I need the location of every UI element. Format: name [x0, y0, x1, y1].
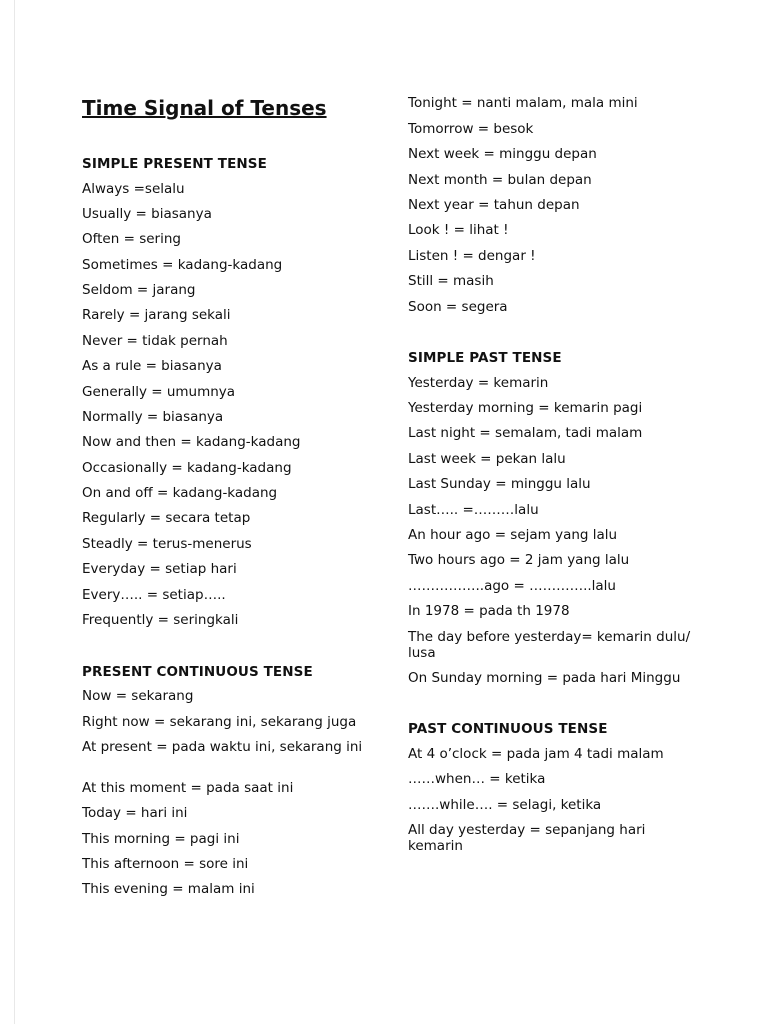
list-item: Soon = segera: [408, 299, 508, 315]
list-item: Last night = semalam, tadi malam: [408, 425, 643, 441]
list-item: Occasionally = kadang-kadang: [82, 460, 292, 476]
section-heading-simple-past: SIMPLE PAST TENSE: [408, 350, 562, 366]
list-item: Frequently = seringkali: [82, 612, 239, 628]
list-item: Tonight = nanti malam, mala mini: [408, 95, 638, 111]
list-item: On and off = kadang-kadang: [82, 485, 278, 501]
list-item: On Sunday morning = pada hari Minggu: [408, 670, 681, 686]
list-item: Generally = umumnya: [82, 384, 236, 400]
list-item: All day yesterday = sepanjang hari kemarin: [408, 822, 646, 854]
list-item: This afternoon = sore ini: [82, 856, 249, 872]
list-item: An hour ago = sejam yang lalu: [408, 527, 618, 543]
list-item: Always =selalu: [82, 181, 185, 197]
list-item: Two hours ago = 2 jam yang lalu: [408, 552, 630, 568]
document-title: Time Signal of Tenses: [82, 96, 327, 120]
list-item: Right now = sekarang ini, sekarang juga: [82, 714, 357, 730]
list-item: Now = sekarang: [82, 688, 194, 704]
list-item: In 1978 = pada th 1978: [408, 603, 570, 619]
list-item: Tomorrow = besok: [408, 121, 534, 137]
list-item: Often = sering: [82, 231, 181, 247]
list-item: Next year = tahun depan: [408, 197, 580, 213]
list-item: Yesterday morning = kemarin pagi: [408, 400, 643, 416]
list-item: Listen ! = dengar !: [408, 248, 536, 264]
list-item: The day before yesterday= kemarin dulu/ lusa: [408, 629, 691, 661]
list-item: Next month = bulan depan: [408, 172, 592, 188]
list-item: ……………..ago = …………..lalu: [408, 578, 616, 594]
list-item: Look ! = lihat !: [408, 222, 509, 238]
list-item: Regularly = secara tetap: [82, 510, 251, 526]
list-item: Seldom = jarang: [82, 282, 196, 298]
list-item: ……when… = ketika: [408, 771, 546, 787]
list-item: Sometimes = kadang-kadang: [82, 257, 283, 273]
list-item: Still = masih: [408, 273, 494, 289]
section-heading-present-continuous: PRESENT CONTINUOUS TENSE: [82, 664, 313, 680]
list-item: Last week = pekan lalu: [408, 451, 566, 467]
list-item: Yesterday = kemarin: [408, 375, 549, 391]
list-item: This morning = pagi ini: [82, 831, 240, 847]
list-item: Everyday = setiap hari: [82, 561, 237, 577]
section-heading-simple-present: SIMPLE PRESENT TENSE: [82, 156, 267, 172]
list-item: Next week = minggu depan: [408, 146, 597, 162]
section-heading-past-continuous: PAST CONTINUOUS TENSE: [408, 721, 608, 737]
list-item: Rarely = jarang sekali: [82, 307, 231, 323]
list-item: …….while…. = selagi, ketika: [408, 797, 602, 813]
list-item: Today = hari ini: [82, 805, 188, 821]
list-item: At present = pada waktu ini, sekarang ini: [82, 739, 363, 755]
list-item: Last Sunday = minggu lalu: [408, 476, 591, 492]
list-item: At this moment = pada saat ini: [82, 780, 294, 796]
list-item: At 4 o’clock = pada jam 4 tadi malam: [408, 746, 664, 762]
list-item: Normally = biasanya: [82, 409, 224, 425]
list-item: Usually = biasanya: [82, 206, 212, 222]
list-item: This evening = malam ini: [82, 881, 255, 897]
list-item: Last….. =………lalu: [408, 502, 539, 518]
list-item: As a rule = biasanya: [82, 358, 222, 374]
list-item: Steadly = terus-menerus: [82, 536, 252, 552]
page-margin-line: [14, 0, 15, 1024]
list-item: Every….. = setiap…..: [82, 587, 226, 603]
list-item: Now and then = kadang-kadang: [82, 434, 301, 450]
list-item: Never = tidak pernah: [82, 333, 228, 349]
